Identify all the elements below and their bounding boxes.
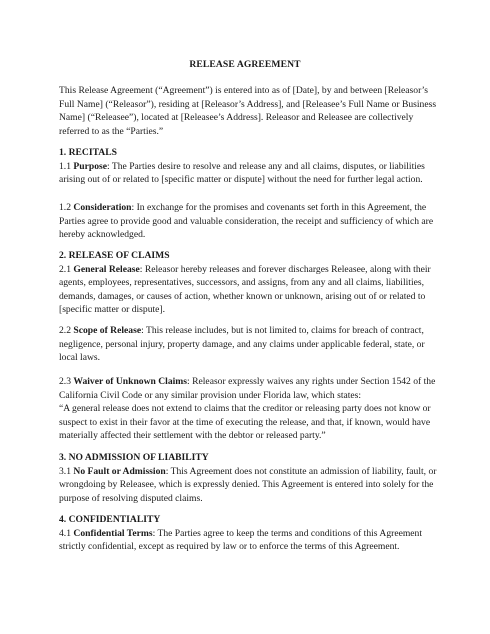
clause-text: : The Parties agree to keep the terms and conditions of this Agreement strictly confidential, except as required by law or to enforce the terms of this Agreement. bbox=[59, 527, 423, 553]
clause-text: : In exchange for the promises and covenants set forth in this Agreement, the Parties agree to provide good and valuable consideration, the receipt and sufficiency of which are hereby acknowledged. bbox=[59, 202, 434, 241]
clause-text: : This Agreement does not constitute an admission of liability, fault, or wrongdoing by Releasee, which is expressly denied. This Agreement is entered into solely for the purpose of resolving disputed claims. bbox=[59, 465, 437, 504]
section-release-of-claims bbox=[59, 249, 439, 317]
clause-label: Scope of Release bbox=[73, 325, 142, 336]
clause-text: : Releasor expressly waives any rights under Section 1542 of the California Civil Code or any similar provision under Florida law, which states: bbox=[59, 376, 436, 401]
section-confidentiality bbox=[59, 513, 439, 554]
clause-label: Purpose bbox=[73, 160, 107, 172]
clause-2-3 bbox=[59, 375, 439, 402]
document-title: RELEASE AGREEMENT bbox=[189, 59, 301, 70]
clause-number: 2.1 bbox=[59, 263, 71, 275]
clause-2-2 bbox=[59, 324, 439, 365]
intro-text: This Release Agreement (“Agreement”) is entered into as of [Date], by and between [Releasor’s Full Name] (“Releasor”), residing at [Releasor’s Address], and [Releasee’s Full Name or Business Name] (“Releasee”), located at [Releasee’s Address]. Releasor and Releasee are collectively referred to as the “Parties.” bbox=[59, 85, 437, 137]
intro-paragraph bbox=[59, 84, 439, 138]
clause-quote: “A general release does not extend to claims that the creditor or releasing party does not know or suspect to exist in their favor at the time of executing the release, and that, if known, would have materially affected their settlement with the debtor or released party.” bbox=[59, 403, 431, 442]
clause-2-1 bbox=[59, 263, 439, 317]
clause-label: General Release bbox=[73, 263, 140, 275]
section-recitals bbox=[59, 146, 439, 187]
clause-1-2-block bbox=[59, 201, 439, 242]
clause-label: Confidential Terms bbox=[73, 527, 153, 539]
clause-number: 1.2 bbox=[59, 202, 71, 213]
clause-number: 4.1 bbox=[59, 527, 71, 539]
clause-number: 1.1 bbox=[59, 160, 71, 172]
clause-text: : Releasor hereby releases and forever discharges Releasee, along with their agents, employees, representatives, successors, and assigns, from any and all claims, liabilities, demands, damages, or causes of action, whether known or unknown, arising out of or related to [specific matter or dispute]. bbox=[59, 263, 431, 316]
clause-2-3-block bbox=[59, 375, 439, 443]
clause-number: 2.3 bbox=[59, 376, 71, 387]
clause-4-1 bbox=[59, 527, 439, 554]
clause-text: : This release includes, but is not limited to, claims for breach of contract, negligence, personal injury, property damage, and any claims under applicable federal, state, or local laws. bbox=[59, 325, 425, 364]
clause-3-1 bbox=[59, 465, 439, 506]
clause-number: 2.2 bbox=[59, 325, 71, 336]
clause-1-1 bbox=[59, 160, 439, 187]
clause-1-2 bbox=[59, 201, 439, 242]
clause-label: Waiver of Unknown Claims bbox=[73, 376, 188, 387]
section-no-admission bbox=[59, 451, 439, 505]
section-heading: 3. NO ADMISSION OF LIABILITY bbox=[59, 452, 209, 463]
clause-label: No Fault or Admission bbox=[73, 465, 166, 477]
clause-number: 3.1 bbox=[59, 465, 71, 477]
clause-2-2-block bbox=[59, 324, 439, 365]
clause-label: Consideration bbox=[73, 202, 132, 213]
section-heading: 4. CONFIDENTIALITY bbox=[59, 514, 161, 525]
section-heading: 2. RELEASE OF CLAIMS bbox=[59, 250, 170, 261]
clause-text: : The Parties desire to resolve and release any and all claims, disputes, or liabilities arising out of or related to [specific matter or dispute] without the need for further legal action. bbox=[59, 160, 425, 186]
section-heading: 1. RECITALS bbox=[59, 147, 117, 158]
